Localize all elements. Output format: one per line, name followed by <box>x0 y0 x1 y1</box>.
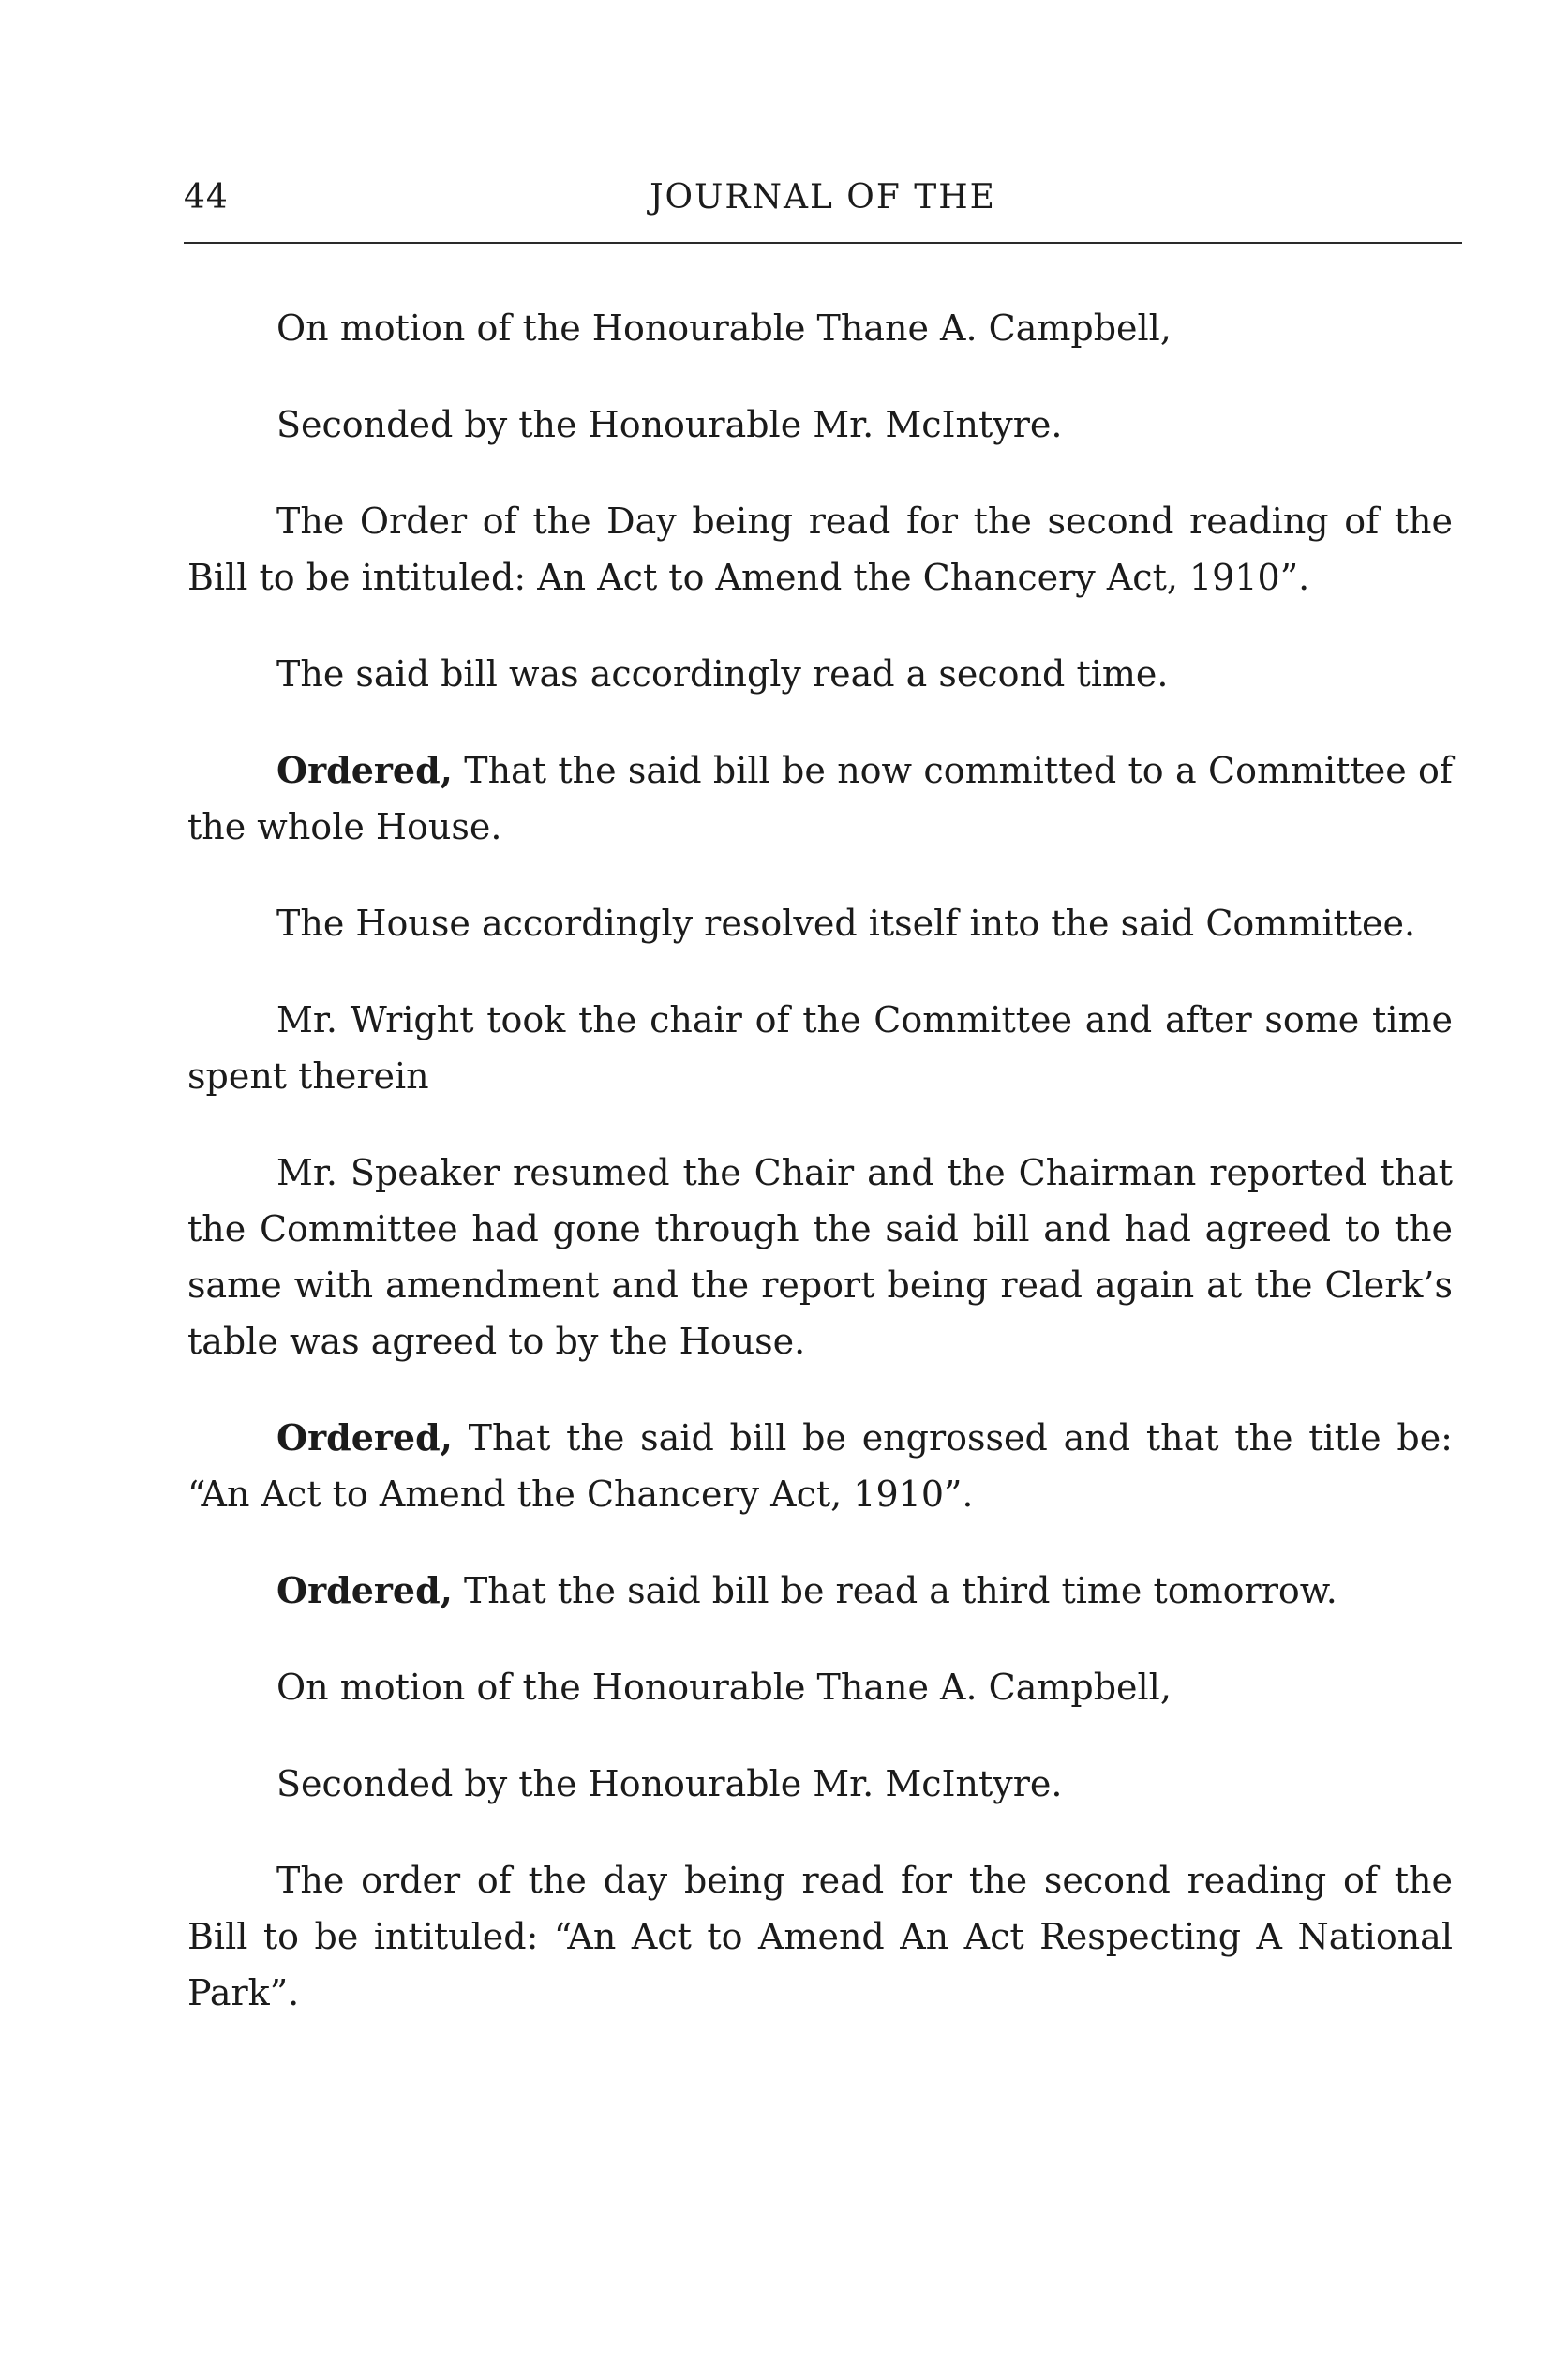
paragraph-motion-2: On motion of the Honourable Thane A. Campbell, <box>276 1667 1172 1708</box>
paragraph-chair: Mr. Wright took the chair of the Committee and after some time spent therein <box>187 999 1453 1097</box>
journal-body <box>187 300 1453 2061</box>
paragraph-ordered-committee: Ordered, That the said bill be now committed to a Committee of the whole House. <box>187 749 1453 847</box>
ordered-label: Ordered, <box>276 1569 453 1611</box>
paragraph-house-resolved: The House accordingly resolved itself into the said Committee. <box>276 903 1416 944</box>
page-header <box>184 173 1462 230</box>
paragraph-order-of-day: The Order of the Day being read for the second reading of the Bill to be intituled: An Act to Amend the Chancery Act, 1910”. <box>187 501 1453 598</box>
paragraph-motion: On motion of the Honourable Thane A. Campbell, <box>276 307 1172 349</box>
paragraph-ordered-third-reading: Ordered, That the said bill be read a third time tomorrow. <box>276 1569 1337 1611</box>
ordered-label: Ordered, <box>276 749 453 791</box>
ordered-label: Ordered, <box>276 1416 453 1459</box>
paragraph-ordered-engrossed: Ordered, That the said bill be engrossed and that the title be: “An Act to Amend the Chancery Act, 1910”. <box>187 1416 1453 1515</box>
paragraph-order-of-day-2: The order of the day being read for the second reading of the Bill to be intituled: “An Act to Amend An Act Respecting A National Park”. <box>187 1860 1453 2013</box>
paragraph-seconded-2: Seconded by the Honourable Mr. McIntyre. <box>276 1763 1063 1804</box>
header-rule <box>184 242 1462 244</box>
running-title: JOURNAL OF THE <box>650 178 996 217</box>
paragraph-speaker-resumed: Mr. Speaker resumed the Chair and the Chairman reported that the Committee had gone through the said bill and had agreed to the same with amendment and the report being read again at the Clerk’s table was agreed to by the House. <box>187 1152 1453 1362</box>
paragraph-second-reading: The said bill was accordingly read a second time. <box>276 653 1169 695</box>
page-number: 44 <box>184 178 229 217</box>
paragraph-seconded: Seconded by the Honourable Mr. McIntyre. <box>276 404 1063 445</box>
